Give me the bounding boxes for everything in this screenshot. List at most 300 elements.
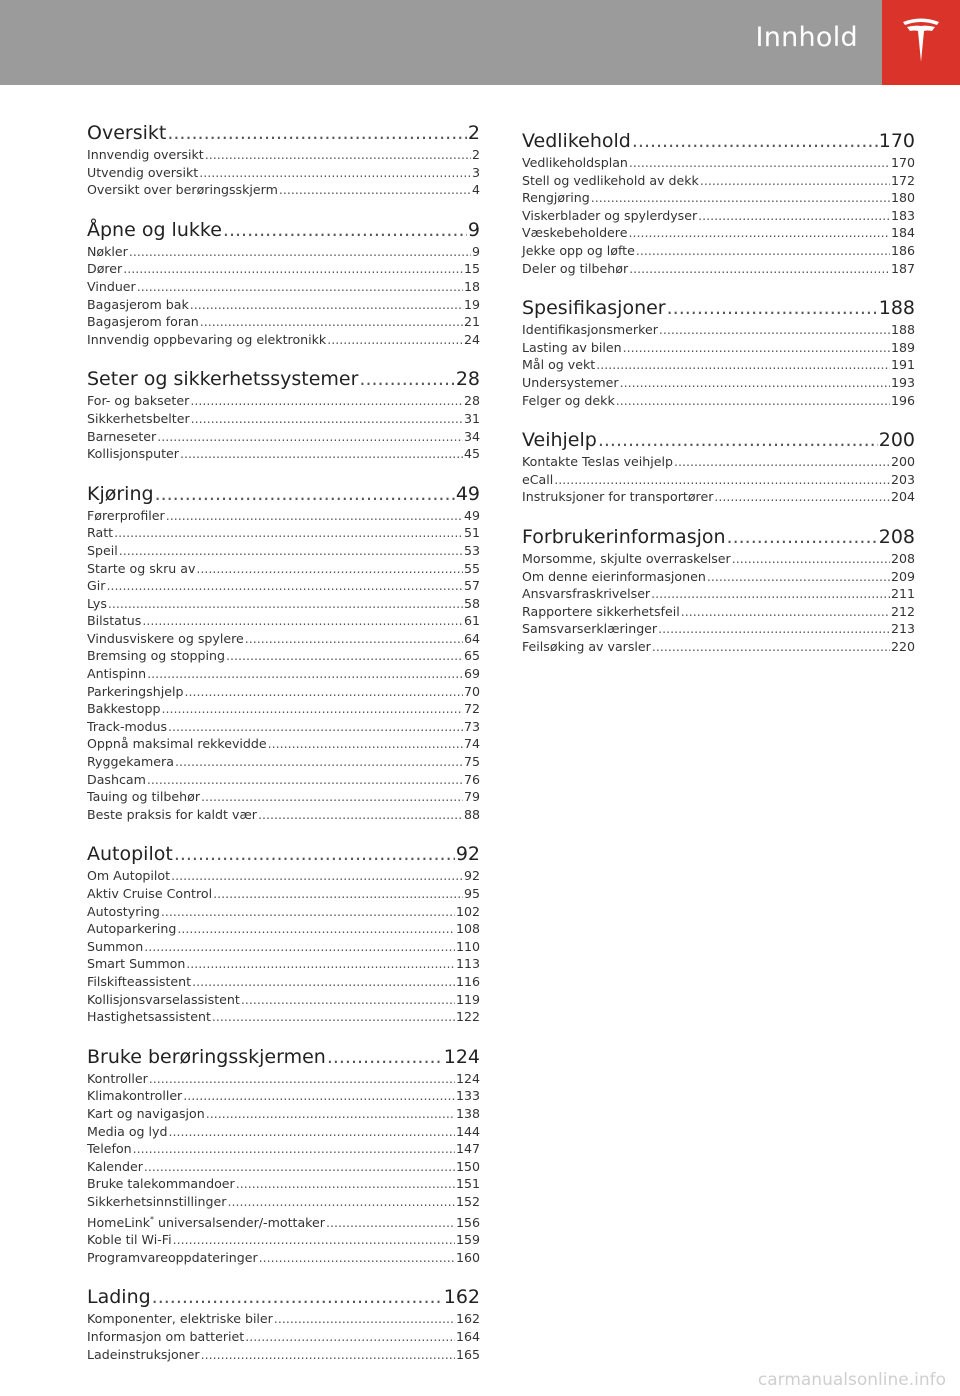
dot-leader (106, 577, 463, 595)
section-title-text: Lading (87, 1286, 151, 1309)
entry-page-number: 124 (455, 1070, 480, 1086)
entry-page-number: 9 (471, 243, 480, 259)
toc-section (522, 128, 915, 277)
dot-leader (213, 885, 463, 903)
entry-page-number: 15 (463, 261, 480, 277)
toc-section-title[interactable] (522, 427, 915, 453)
toc-entry[interactable] (87, 410, 480, 428)
entry-label: Dashcam (87, 771, 146, 787)
dot-leader (245, 630, 463, 648)
dot-leader (161, 903, 455, 921)
dot-leader (598, 427, 878, 453)
dot-leader (652, 638, 890, 656)
section-page-number: 92 (455, 843, 480, 866)
entry-page-number: 2 (471, 147, 480, 162)
entry-label: Felger og dekk (522, 392, 615, 408)
entry-page-number: 4 (471, 182, 480, 198)
entry-label: Oppnå maksimal rekkevidde (87, 736, 267, 752)
entry-label: Summon (87, 938, 144, 954)
dot-leader (591, 189, 890, 207)
dot-leader (161, 700, 463, 718)
page-title: Innhold (755, 22, 858, 53)
toc-entry[interactable] (87, 920, 480, 938)
entry-label: Vinduer (87, 278, 136, 294)
entry-page-number: 28 (463, 393, 480, 409)
toc-entry[interactable] (522, 172, 915, 190)
toc-section (87, 366, 480, 462)
entry-page-number: 165 (455, 1346, 480, 1362)
entry-label: Feilsøking av varsler (522, 638, 651, 654)
entry-page-number: 164 (455, 1329, 480, 1345)
toc-entry[interactable] (87, 1346, 480, 1364)
toc-entry[interactable] (87, 1310, 480, 1328)
entry-page-number: 51 (463, 525, 480, 541)
entry-page-number: 113 (455, 956, 480, 972)
entry-page-number: 212 (890, 603, 915, 619)
entry-page-number: 57 (463, 578, 480, 594)
entry-page-number: 69 (463, 666, 480, 682)
toc-entry[interactable] (522, 154, 915, 172)
entry-label: Samsvarserklæringer (522, 621, 658, 637)
toc-section (87, 481, 480, 824)
toc-entry[interactable] (87, 428, 480, 446)
entry-page-number: 150 (455, 1158, 480, 1174)
toc-entry[interactable] (87, 665, 480, 683)
dot-leader (119, 542, 463, 560)
entry-label: Vedlikeholdsplan (522, 155, 628, 170)
dot-leader (175, 753, 463, 771)
dot-leader (227, 1193, 455, 1211)
entry-page-number: 72 (463, 701, 480, 717)
entry-page-number: 156 (455, 1214, 480, 1230)
entry-label: Sikkerhetsbelter (87, 410, 190, 426)
dot-leader (714, 488, 890, 506)
entry-page-number: 196 (890, 392, 915, 408)
toc-entry[interactable] (87, 542, 480, 560)
entry-label: Beste praksis for kaldt vær (87, 806, 257, 822)
entry-page-number: 187 (890, 260, 915, 276)
entry-label: Ladeinstruksjoner (87, 1346, 200, 1362)
entry-page-number: 64 (463, 630, 480, 646)
dot-leader (144, 938, 455, 956)
entry-page-number: 92 (463, 868, 480, 884)
entry-label: Sikkerhetsinnstillinger (87, 1193, 227, 1209)
entry-label: Starte og skru av (87, 560, 196, 576)
dot-leader (173, 1231, 455, 1249)
dot-leader (681, 603, 890, 621)
dot-leader (199, 164, 471, 182)
entry-page-number: 24 (463, 331, 480, 347)
watermark: carmanualsonline.info (757, 1370, 946, 1390)
dot-leader (223, 217, 467, 243)
toc-entry[interactable] (87, 146, 480, 164)
entry-label: Rengjøring (522, 190, 590, 206)
entry-page-number: 213 (890, 621, 915, 637)
toc-section-title[interactable] (522, 524, 915, 550)
entry-label: Barneseter (87, 428, 157, 444)
toc-entry[interactable] (522, 550, 915, 568)
entry-page-number: 79 (463, 789, 480, 805)
entry-page-number: 151 (455, 1176, 480, 1192)
entry-label: Bakkestopp (87, 701, 161, 717)
entry-label: Koble til Wi-Fi (87, 1232, 172, 1248)
dot-leader (258, 806, 463, 824)
entry-page-number: 119 (455, 991, 480, 1007)
entry-page-number: 144 (455, 1123, 480, 1139)
dot-leader (326, 1214, 455, 1232)
entry-label: Lasting av bilen (522, 339, 622, 355)
toc-entry[interactable] (87, 595, 480, 613)
entry-label: Utvendig oversikt (87, 164, 199, 180)
toc-entry[interactable] (87, 392, 480, 410)
entry-label: Komponenter, elektriske biler (87, 1311, 273, 1327)
toc-entry[interactable] (87, 630, 480, 648)
entry-page-number: 193 (890, 374, 915, 390)
dot-leader (279, 181, 471, 199)
entry-page-number: 108 (455, 921, 480, 937)
entry-page-number: 160 (455, 1249, 480, 1265)
entry-label: Rapportere sikkerhetsfeil (522, 603, 680, 619)
section-page-number: 49 (455, 482, 480, 505)
toc-entry[interactable] (87, 260, 480, 278)
toc-entry[interactable] (87, 1231, 480, 1249)
section-page-number: 28 (455, 368, 480, 391)
dot-leader (226, 647, 463, 665)
toc-entry[interactable] (87, 445, 480, 463)
dot-leader (157, 428, 463, 446)
dot-leader (180, 445, 463, 463)
entry-label: Om Autopilot (87, 868, 171, 884)
toc-entry[interactable] (87, 577, 480, 595)
entry-page-number: 152 (455, 1193, 480, 1209)
dot-leader (206, 1105, 455, 1123)
toc-entry[interactable] (87, 683, 480, 701)
dot-leader (629, 154, 890, 172)
toc-entry[interactable] (522, 356, 915, 374)
entry-page-number: 73 (463, 718, 480, 734)
entry-label: Speil (87, 542, 118, 558)
entry-label: Undersystemer (522, 374, 619, 390)
toc-entry[interactable] (87, 1193, 480, 1211)
entry-page-number: 53 (463, 542, 480, 558)
entry-label: Ansvarsfraskrivelser (522, 586, 651, 602)
entry-label: Nøkler (87, 243, 128, 259)
toc-entry[interactable] (522, 224, 915, 242)
entry-page-number: 45 (463, 446, 480, 462)
toc-entry[interactable] (522, 374, 915, 392)
entry-page-number: 31 (463, 410, 480, 426)
entry-label: Track-modus (87, 718, 168, 734)
dot-leader (659, 321, 890, 339)
section-title-text: Autopilot (87, 843, 173, 866)
entry-page-number: 220 (890, 638, 915, 654)
superscript-mark: * (149, 1214, 154, 1224)
toc-entry[interactable] (87, 973, 480, 991)
entry-page-number: 211 (890, 586, 915, 602)
toc-entry[interactable] (87, 612, 480, 630)
dot-leader (667, 295, 878, 321)
entry-page-number: 138 (455, 1105, 480, 1121)
dot-leader (674, 453, 890, 471)
toc-entry[interactable] (87, 181, 480, 199)
dot-leader (236, 1175, 455, 1193)
toc-section (522, 295, 915, 409)
entry-label: For- og bakseter (87, 393, 190, 409)
toc-section-title[interactable] (87, 217, 480, 243)
toc-entry[interactable] (522, 242, 915, 260)
toc-section-title[interactable] (87, 1284, 480, 1310)
toc-entry[interactable] (87, 1070, 480, 1088)
entry-page-number: 110 (455, 938, 480, 954)
toc-entry[interactable] (522, 471, 915, 489)
toc-entry[interactable] (87, 331, 480, 349)
entry-label: Antispinn (87, 666, 147, 682)
entry-label: Kalender (87, 1158, 143, 1174)
dot-leader (177, 920, 455, 938)
dot-leader (727, 524, 878, 550)
entry-label: eCall (522, 471, 554, 487)
toc-entry[interactable] (87, 278, 480, 296)
toc-entry[interactable] (87, 1175, 480, 1193)
toc-entry[interactable] (87, 1249, 480, 1267)
toc-entry[interactable] (87, 164, 480, 182)
dot-leader (137, 278, 463, 296)
toc-entry[interactable] (522, 620, 915, 638)
entry-label: Mål og vekt (522, 357, 596, 373)
toc-entry[interactable] (522, 392, 915, 410)
dot-leader (636, 242, 890, 260)
toc-entry[interactable] (87, 1105, 480, 1123)
dot-leader (200, 313, 463, 331)
entry-page-number: 61 (463, 613, 480, 629)
toc-section (87, 1284, 480, 1363)
toc-entry[interactable] (522, 453, 915, 471)
entry-label: Ryggekamera (87, 754, 174, 770)
entry-label: Bagasjerom bak (87, 296, 189, 312)
toc-section-title[interactable] (87, 366, 480, 392)
dot-leader (167, 120, 467, 146)
dot-leader (241, 991, 455, 1009)
toc-entry[interactable] (87, 243, 480, 261)
toc-entry[interactable] (87, 1328, 480, 1346)
entry-label: Kollisjonsputer (87, 446, 179, 462)
dot-leader (186, 955, 455, 973)
entry-page-number: 70 (463, 683, 480, 699)
dot-leader (359, 366, 454, 392)
entry-page-number: 3 (471, 164, 480, 180)
entry-label: Bruke talekommandoer (87, 1176, 235, 1192)
entry-label: Førerprofiler (87, 507, 165, 523)
entry-page-number: 95 (463, 886, 480, 901)
toc-entry[interactable] (522, 321, 915, 339)
section-title-text: Oversikt (87, 122, 167, 144)
entry-label: Tauing og tilbehør (87, 789, 201, 805)
dot-leader (554, 471, 890, 489)
section-page-number: 200 (878, 429, 915, 452)
entry-label: Bremsing og stopping (87, 648, 225, 664)
toc-entry[interactable] (87, 1211, 480, 1232)
toc-entry[interactable] (87, 507, 480, 525)
dot-leader (245, 1328, 455, 1346)
toc-entry[interactable] (87, 560, 480, 578)
section-page-number: 162 (443, 1286, 480, 1309)
dot-leader (190, 296, 463, 314)
dot-leader (327, 331, 463, 349)
toc-entry[interactable] (522, 207, 915, 225)
toc-entry[interactable] (87, 296, 480, 314)
toc-entry[interactable] (522, 585, 915, 603)
toc-entry[interactable] (87, 771, 480, 789)
entry-label: Væskebeholdere (522, 225, 628, 241)
toc-entry[interactable] (87, 1140, 480, 1158)
dot-leader (201, 788, 463, 806)
entry-page-number: 188 (890, 322, 915, 338)
entry-label: Oversikt over berøringsskjerm (87, 182, 278, 198)
dot-leader (732, 550, 890, 568)
toc-entry[interactable] (87, 991, 480, 1009)
toc-entry[interactable] (522, 638, 915, 656)
entry-label: Media og lyd (87, 1123, 168, 1139)
dot-leader (700, 172, 890, 190)
toc-section-title[interactable] (522, 295, 915, 321)
entry-page-number: 208 (890, 550, 915, 566)
dot-leader (623, 339, 890, 357)
toc-entry[interactable] (87, 647, 480, 665)
dot-leader (628, 224, 889, 242)
entry-page-number: 75 (463, 754, 480, 770)
entry-page-number: 159 (455, 1232, 480, 1248)
entry-page-number: 34 (463, 428, 480, 444)
dot-leader (183, 1087, 455, 1105)
toc-section-title[interactable] (522, 128, 915, 154)
entry-page-number: 191 (890, 357, 915, 373)
entry-page-number: 116 (455, 973, 480, 989)
page-header (0, 0, 882, 85)
entry-page-number: 55 (463, 560, 480, 576)
entry-label: Jekke opp og løfte (522, 242, 635, 258)
section-page-number: 9 (467, 218, 480, 241)
toc-entry[interactable] (87, 903, 480, 921)
dot-leader (632, 128, 878, 154)
toc-section-title[interactable] (87, 481, 480, 507)
entry-label: Bilstatus (87, 613, 142, 629)
dot-leader (184, 683, 463, 701)
entry-label: Morsomme, skjulte overraskelser (522, 550, 731, 566)
entry-label: Ratt (87, 525, 114, 541)
entry-label: Lys (87, 595, 107, 611)
toc-entry[interactable] (87, 753, 480, 771)
entry-label: Innvendig oversikt (87, 147, 204, 162)
dot-leader (152, 1284, 443, 1310)
entry-page-number: 170 (890, 155, 915, 170)
entry-label: Deler og tilbehør (522, 260, 629, 276)
toc-entry[interactable] (87, 1087, 480, 1105)
dot-leader (171, 867, 463, 885)
toc-entry[interactable] (87, 1008, 480, 1026)
toc-left-column (87, 120, 480, 1381)
toc-section-title[interactable] (87, 120, 480, 146)
toc-section (522, 427, 915, 506)
toc-entry[interactable] (87, 806, 480, 824)
entry-label: Autoparkering (87, 921, 177, 937)
toc-section-title[interactable] (87, 841, 480, 867)
toc-entry[interactable] (87, 718, 480, 736)
toc-entry[interactable] (87, 1158, 480, 1176)
toc-entry[interactable] (87, 700, 480, 718)
dot-leader (196, 560, 463, 578)
dot-leader (133, 1140, 455, 1158)
toc-entry[interactable] (87, 524, 480, 542)
dot-leader (147, 665, 463, 683)
toc-entry[interactable] (87, 735, 480, 753)
toc-section-title[interactable] (87, 1044, 480, 1070)
toc-entry[interactable] (87, 313, 480, 331)
entry-label: Parkeringshjelp (87, 683, 184, 699)
toc-entry[interactable] (522, 568, 915, 586)
tesla-logo (882, 0, 960, 85)
entry-page-number: 189 (890, 339, 915, 355)
entry-page-number: 200 (890, 454, 915, 470)
dot-leader (651, 585, 890, 603)
dot-leader (149, 1070, 455, 1088)
dot-leader (147, 771, 463, 789)
entry-page-number: 21 (463, 314, 480, 330)
entry-page-number: 162 (455, 1311, 480, 1327)
dot-leader (616, 392, 890, 410)
section-title-text: Seter og sikkerhetssystemer (87, 368, 359, 391)
toc-entry[interactable] (87, 788, 480, 806)
toc-entry[interactable] (522, 260, 915, 278)
dot-leader (123, 260, 463, 278)
entry-page-number: 204 (890, 489, 915, 505)
entry-label: Om denne eierinformasjonen (522, 568, 706, 584)
section-page-number: 208 (878, 525, 915, 548)
toc-entry[interactable] (87, 1123, 480, 1141)
section-title-text: Kjøring (87, 482, 154, 505)
toc-entry[interactable] (522, 189, 915, 207)
toc-entry[interactable] (522, 339, 915, 357)
toc-entry[interactable] (87, 955, 480, 973)
dot-leader (166, 507, 463, 525)
toc-entry[interactable] (522, 488, 915, 506)
dot-leader (129, 243, 471, 261)
entry-page-number: 102 (455, 903, 480, 919)
dot-leader (274, 1310, 455, 1328)
toc-section (87, 217, 480, 349)
entry-label: Stell og vedlikehold av dekk (522, 172, 699, 188)
entry-label: Informasjon om batteriet (87, 1329, 245, 1345)
dot-leader (191, 410, 463, 428)
toc-entry[interactable] (522, 603, 915, 621)
dot-leader (259, 1249, 455, 1267)
toc-right-column (522, 128, 915, 673)
entry-label: Klimakontroller (87, 1088, 183, 1104)
dot-leader (205, 146, 471, 164)
toc-entry[interactable] (87, 938, 480, 956)
dot-leader (190, 392, 463, 410)
section-title-text: Veihjelp (522, 429, 597, 452)
entry-label: Filskifteassistent (87, 973, 192, 989)
section-page-number: 124 (443, 1045, 480, 1068)
toc-entry[interactable] (87, 867, 480, 885)
entry-page-number: 76 (463, 771, 480, 787)
entry-label: Kontroller (87, 1070, 148, 1086)
section-page-number: 2 (467, 122, 480, 144)
entry-label: Gir (87, 578, 106, 594)
entry-page-number: 49 (463, 507, 480, 523)
entry-label: Kollisjonsvarselassistent (87, 991, 240, 1007)
toc-entry[interactable] (87, 885, 480, 903)
